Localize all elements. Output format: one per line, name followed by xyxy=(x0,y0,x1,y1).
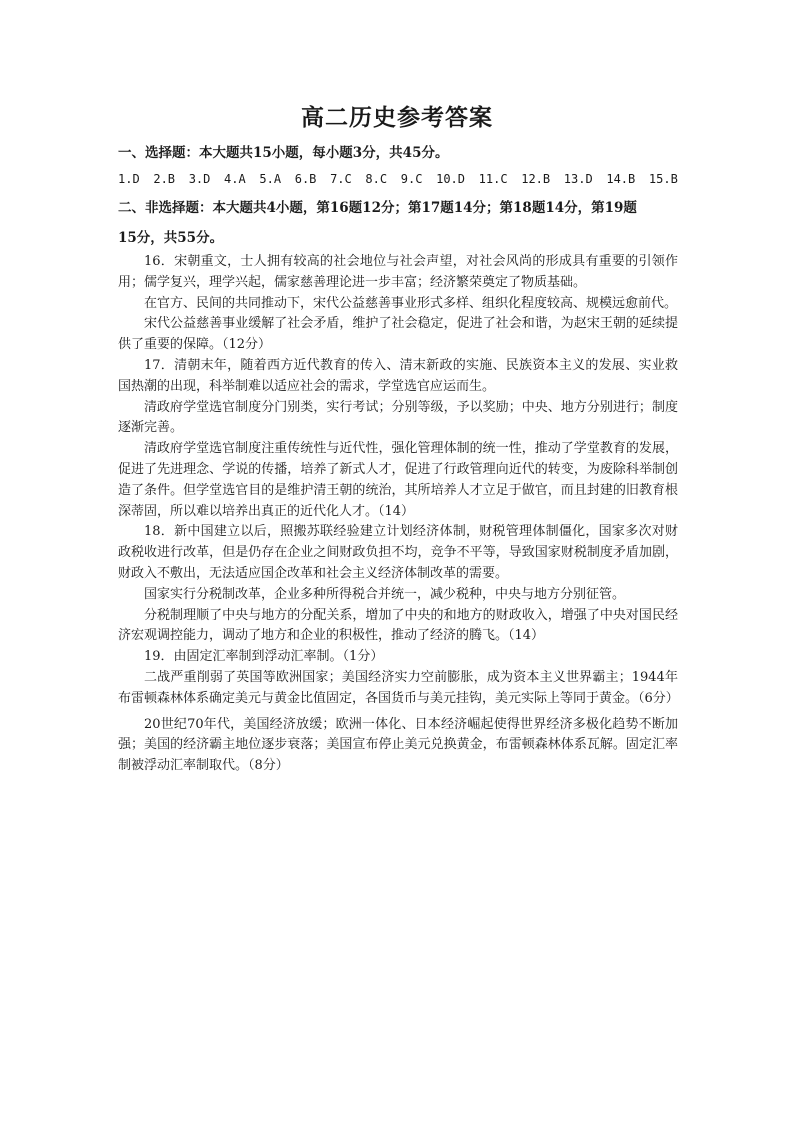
answer-paragraph: 分税制理顺了中央与地方的分配关系，增加了中央的和地方的财政收入，增强了中央对国民经济宏观调控能力，调动了地方和企业的积极性，推动了经济的腾飞。（14） xyxy=(118,607,678,644)
answer-body xyxy=(118,252,678,777)
page-title: 高二历史参考答案 xyxy=(301,104,493,131)
section2-heading-line1: 二、非选择题：本大题共4小题，第16题12分；第17题14分；第18题14分，第19题 xyxy=(118,200,637,216)
choice-answer: 5.A xyxy=(259,172,282,186)
answer-paragraph: 二战严重削弱了英国等欧洲国家；美国经济实力空前膨胀，成为资本主义世界霸主；1944年布雷顿森林体系确定美元与黄金比值固定，各国货币与美元挂钩，美元实际上等同于黄金。（6分） xyxy=(118,669,679,706)
choice-answer: 7.C xyxy=(330,172,352,186)
choice-answer: 3.D xyxy=(188,172,211,186)
choice-answer: 9.C xyxy=(400,172,423,186)
choice-answer: 6.B xyxy=(294,172,317,186)
choice-answer: 1.D xyxy=(118,172,140,186)
answer-paragraph: 在官方、民间的共同推动下，宋代公益慈善事业形式多样、组织化程度较高、规模远愈前代。 xyxy=(144,295,678,311)
choice-answer: 12.B xyxy=(521,172,551,186)
choice-answer: 2.B xyxy=(153,172,176,186)
section2-heading-line2: 15分，共55分。 xyxy=(118,230,224,246)
section1-heading: 一、选择题：本大题共15小题，每小题3分，共45分。 xyxy=(118,145,449,161)
choice-answer: 11.C xyxy=(478,172,508,186)
choice-answer: 4.A xyxy=(224,172,246,186)
answer-paragraph-q17: 17．清朝末年，随着西方近代教育的传入、清末新政的实施、民族资本主义的发展、实业救国热潮的出现，科举制难以适应社会的需求，学堂选官应运而生。 xyxy=(118,357,678,394)
answer-paragraph: 国家实行分税制改革，企业多种所得税合并统一，减少税种，中央与地方分别征管。 xyxy=(144,586,626,602)
answer-paragraph-q18: 18．新中国建立以后，照搬苏联经验建立计划经济体制，财税管理体制僵化，国家多次对财政税收进行改革，但是仍存在企业之间财政负担不均，竞争不平等，导致国家财税制度矛盾加剧，财政入不敷出，无法适应国企改革和社会主义经济体制改革的需要。 xyxy=(118,524,678,581)
choice-answer: 14.B xyxy=(606,172,636,186)
answer-paragraph: 宋代公益慈善事业缓解了社会矛盾，维护了社会稳定，促进了社会和谐，为赵宋王朝的延续提供了重要的保障。（12分） xyxy=(118,316,678,353)
choice-answer: 15.B xyxy=(648,172,678,186)
answer-paragraph: 20世纪70年代，美国经济放缓；欧洲一体化、日本经济崛起使得世界经济多极化趋势不断加强；美国的经济霸主地位逐步衰落；美国宣布停止美元兑换黄金，布雷顿森林体系瓦解。固定汇率制被浮动汇率制取代。（8分） xyxy=(118,716,678,774)
choice-answer: 10.D xyxy=(436,172,465,186)
choice-answers-row xyxy=(118,168,678,190)
answer-paragraph: 清政府学堂选官制度注重传统性与近代性，强化管理体制的统一性，推动了学堂教育的发展，促进了先进理念、学说的传播，培养了新式人才，促进了行政管理向近代的转变，为废除科举制创造了条件。但学堂选官目的是维护清王朝的统治，其所培养人才立足于做官，而且封建的旧教育根深蒂固，所以难以培养出真正的近代化人才。（14） xyxy=(118,441,678,519)
answer-paragraph-q16: 16．宋朝重文，士人拥有较高的社会地位与社会声望，对社会风尚的形成具有重要的引领作用；儒学复兴，理学兴起，儒家慈善理论进一步丰富；经济繁荣奠定了物质基础。 xyxy=(118,254,678,290)
answer-paragraph-q19: 19．由固定汇率制到浮动汇率制。（1分） xyxy=(144,649,384,665)
choice-answer: 13.D xyxy=(563,172,593,186)
choice-answer: 8.C xyxy=(365,172,388,186)
answer-paragraph: 清政府学堂选官制度分门别类，实行考试；分别等级，予以奖励；中央、地方分别进行；制度逐渐完善。 xyxy=(118,399,678,436)
